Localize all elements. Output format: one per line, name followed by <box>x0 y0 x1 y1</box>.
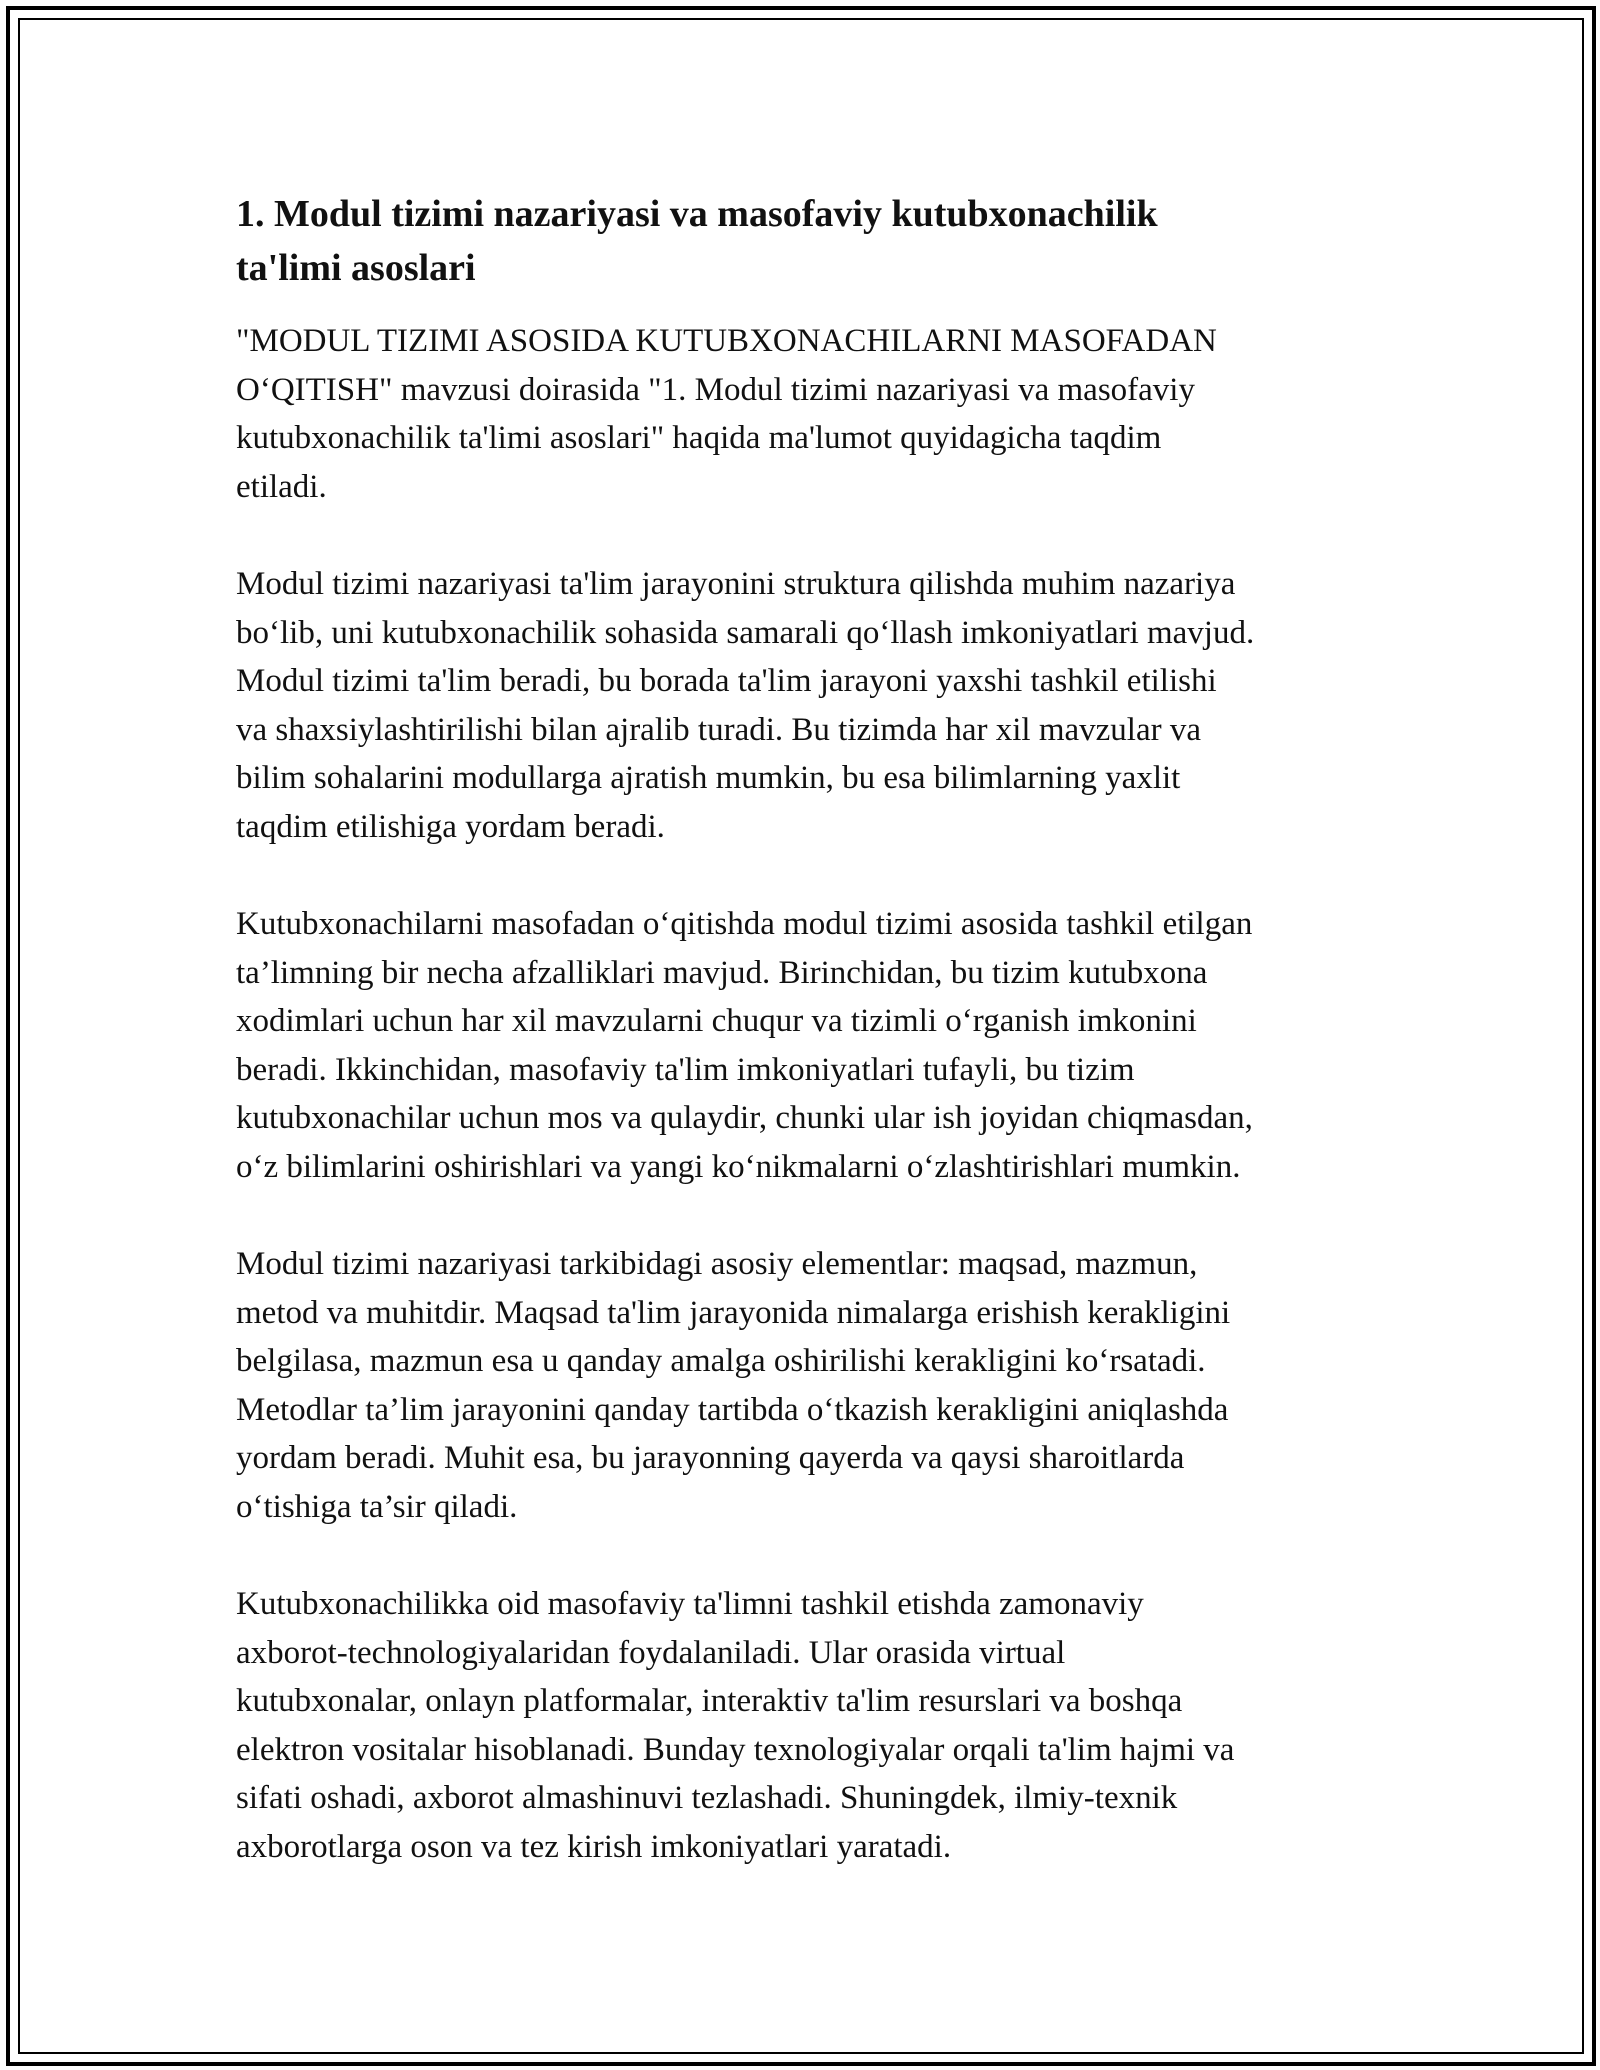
paragraph-modul-nazariyasi: Modul tizimi nazariyasi ta'lim jarayonini struktura qilishda muhim nazariya bo‘lib, uni kutubxonachilik sohasida samarali qo‘llash imkoniyatlari mavjud. Modul tizimi ta'lim beradi, bu borada ta'lim jarayoni yaxshi tashkil etilishi va shaxsiylashtirilishi bilan ajralib turadi. Bu tizimda har xil mavzular va bilim sohalarini modullarga ajratish mumkin, bu esa bilimlarning yaxlit taqdim etilishiga yordam beradi. <box>236 566 1255 845</box>
section-heading: 1. Modul tizimi nazariyasi va masofaviy kutubxonachilik ta'limi asoslari <box>236 193 1158 289</box>
paragraph-texnologiyalar: Kutubxonachilikka oid masofaviy ta'limni tashkil etishda zamonaviy axborot-technologiyalaridan foydalaniladi. Ular orasida virtual kutubxonalar, onlayn platformalar, interaktiv ta'lim resurslari va boshqa elektron vositalar hisoblanadi. Bunday texnologiyalar orqali ta'lim hajmi va sifati oshadi, axborot almashinuvi tezlashadi. Shuningdek, ilmiy-texnik axborotlarga oson va tez kirish imkoniyatlari yaratadi. <box>236 1586 1235 1865</box>
document-body <box>236 187 1376 1920</box>
paragraph-elementlar: Modul tizimi nazariyasi tarkibidagi asosiy elementlar: maqsad, mazmun, metod va muhitdir. Maqsad ta'lim jarayonida nimalarga erishish kerakligini belgilasa, mazmun esa u qanday amalga oshirilishi kerakligini ko‘rsatadi. Metodlar ta’lim jarayonini qanday tartibda o‘tkazish kerakligini aniqlashda yordam beradi. Muhit esa, bu jarayonning qayerda va qaysi sharoitlarda o‘tishiga ta’sir qiladi. <box>236 1246 1231 1525</box>
paragraph-afzalliklar: Kutubxonachilarni masofadan o‘qitishda modul tizimi asosida tashkil etilgan ta’limning bir necha afzalliklari mavjud. Birinchidan, bu tizim kutubxona xodimlari uchun har xil mavzularni chuqur va tizimli o‘rganish imkonini beradi. Ikkinchidan, masofaviy ta'lim imkoniyatlari tufayli, bu tizim kutubxonachilar uchun mos va qulaydir, chunki ular ish joyidan chiqmasdan, o‘z bilimlarini oshirishlari va yangi ko‘nikmalarni o‘zlashtirishlari mumkin. <box>236 906 1253 1185</box>
paragraph-intro: "MODUL TIZIMI ASOSIDA KUTUBXONACHILARNI MASOFADAN O‘QITISH" mavzusi doirasida "1. Modul tizimi nazariyasi va masofaviy kutubxonachilik ta'limi asoslari" haqida ma'lumot quyidagicha taqdim etiladi. <box>236 323 1217 505</box>
